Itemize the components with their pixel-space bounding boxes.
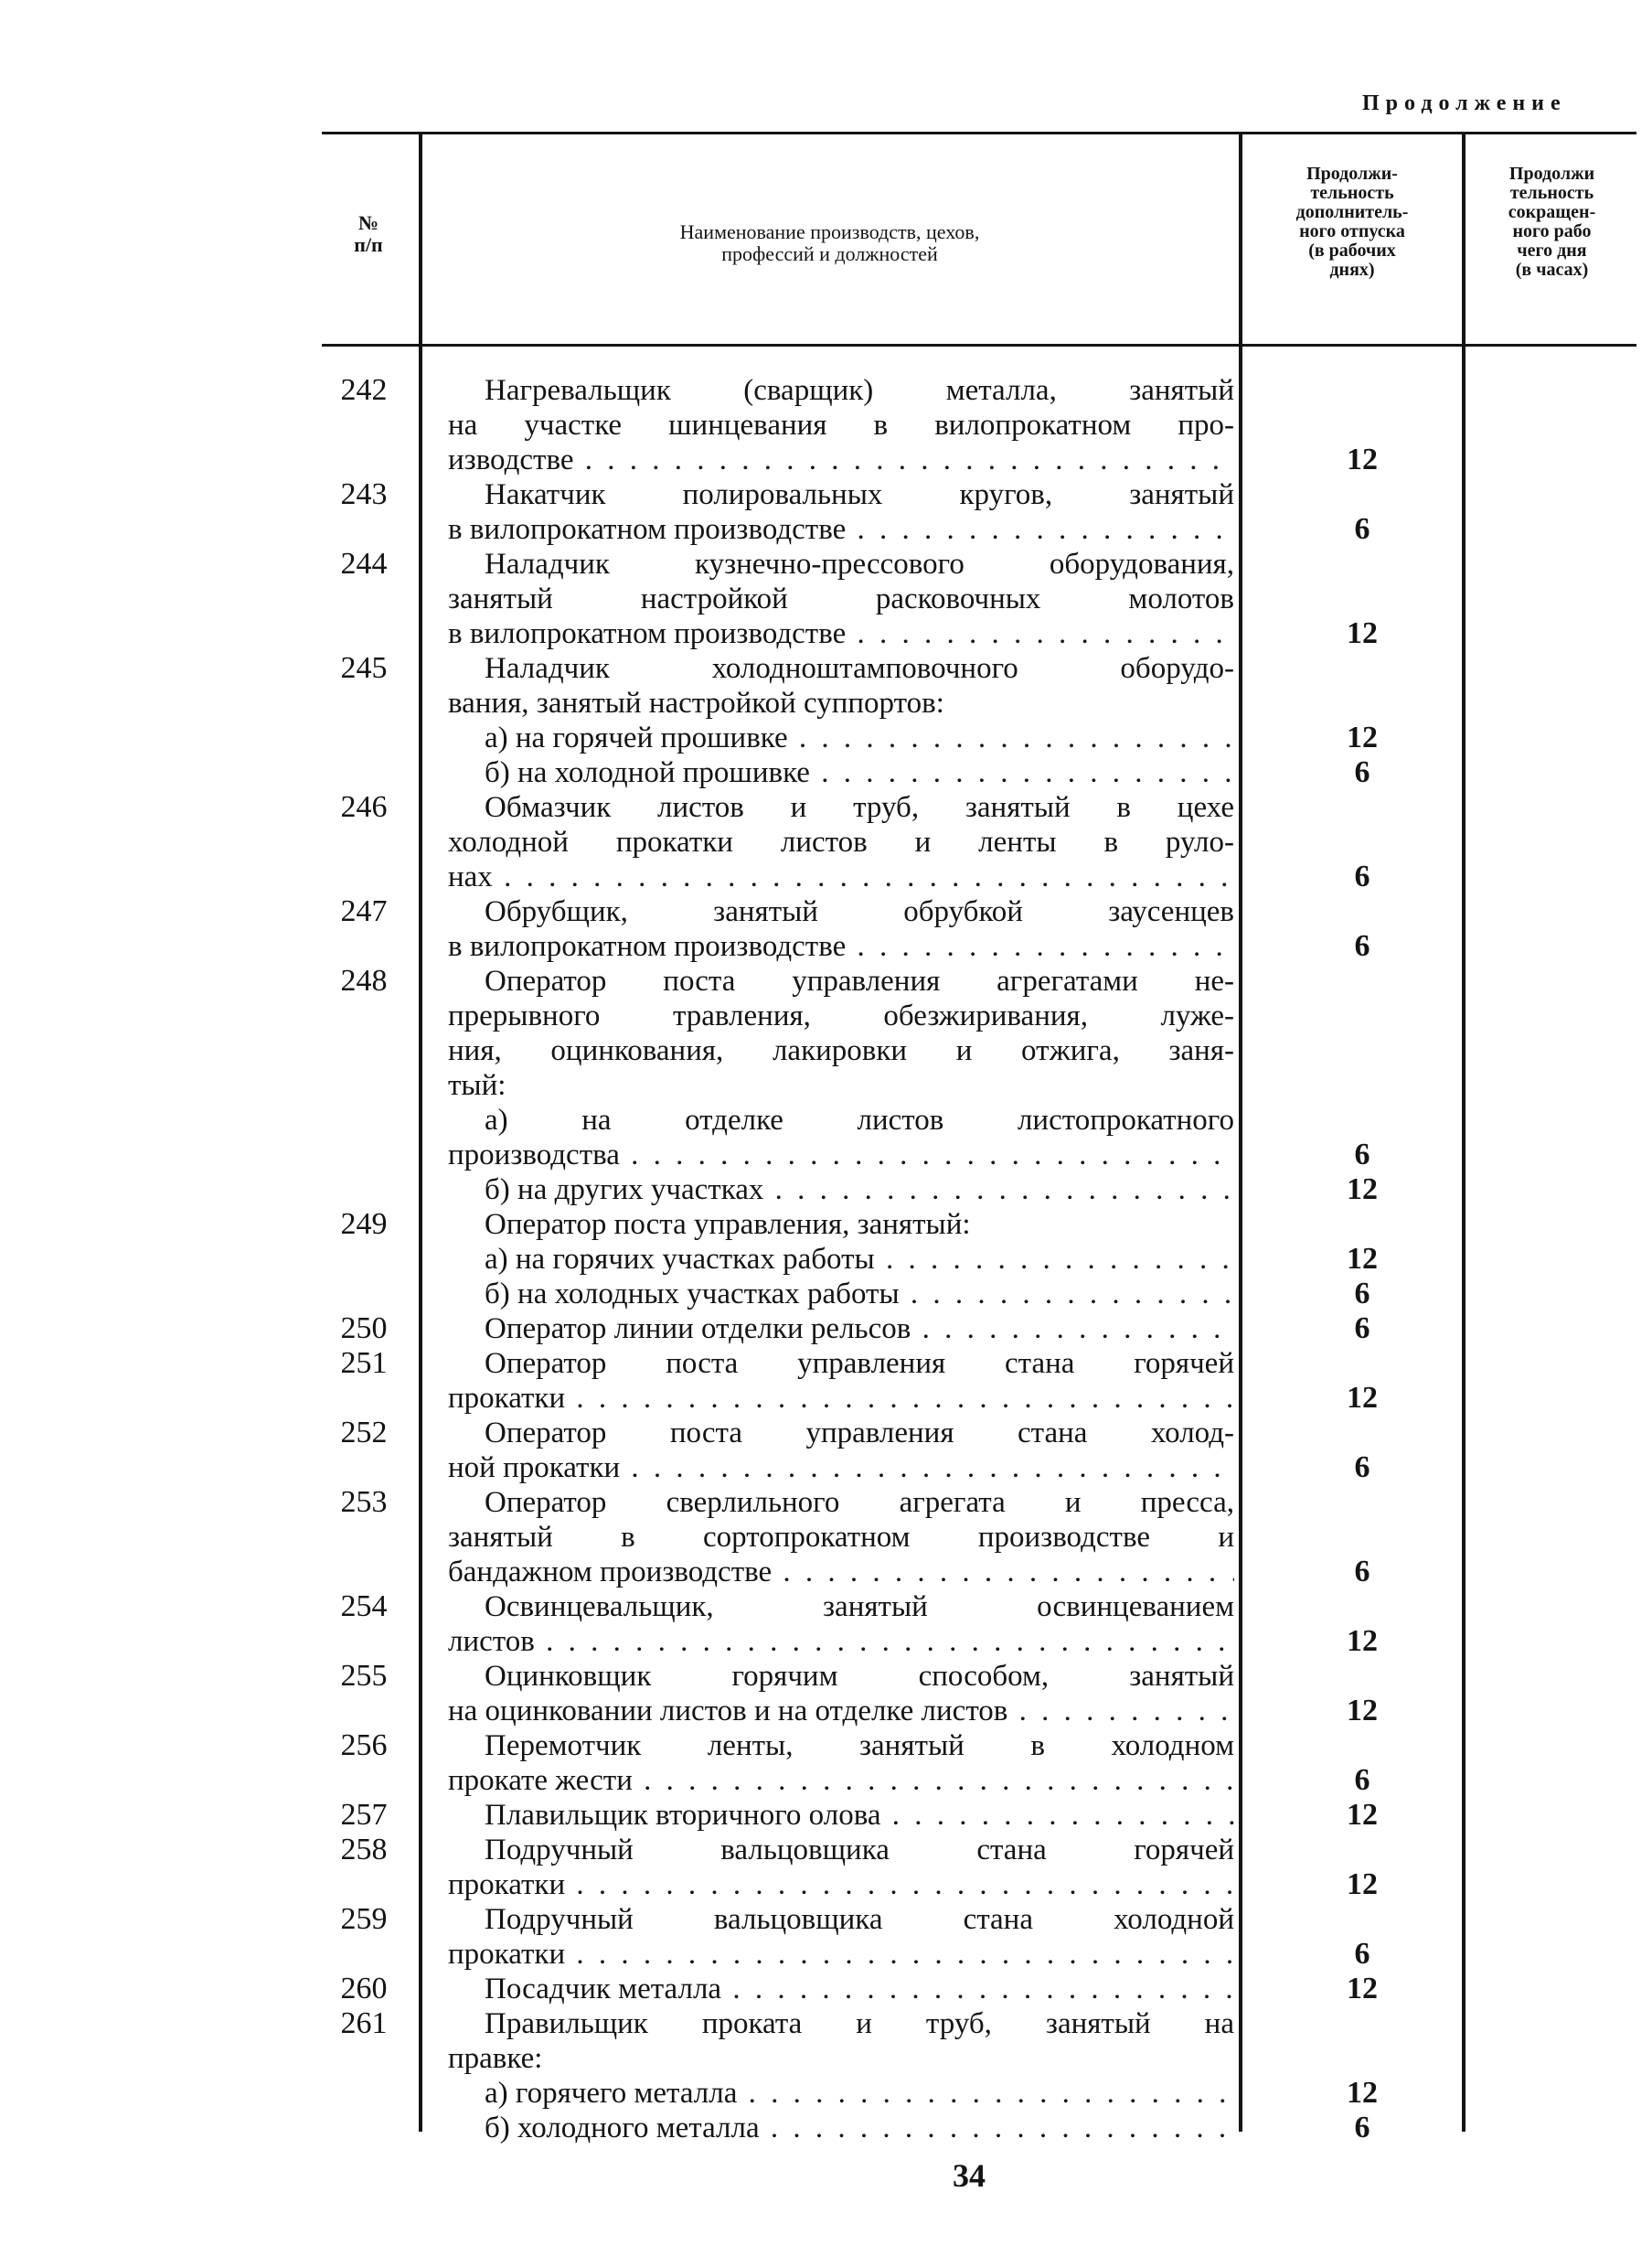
additional-vacation-days: 12 xyxy=(1347,443,1378,476)
row-text-line: Правильщик проката и труб, занятый на xyxy=(485,2007,1234,2040)
row-text-line: прокатки . . . xyxy=(448,1937,1234,1972)
row-text-line: Подручный вальцовщика стана холодной xyxy=(485,1903,1234,1936)
row-text-line: изводстве . . . xyxy=(448,443,1234,477)
row-text-line: Оператор поста управления стана холод- xyxy=(485,1417,1234,1449)
row-number: 251 xyxy=(340,1346,388,1380)
row-text-line: прокатки . . . xyxy=(448,1867,1234,1902)
row-number: 246 xyxy=(340,790,388,824)
row-text-line: Оператор линии отделки рельсов . . . xyxy=(448,1311,1234,1346)
row-text-line: Перемотчик ленты, занятый в холодном xyxy=(485,1729,1234,1762)
row-number: 257 xyxy=(340,1798,388,1832)
additional-vacation-days: 6 xyxy=(1354,1555,1370,1588)
row-text-line: листов . . . xyxy=(448,1624,1234,1659)
additional-vacation-days: 12 xyxy=(1347,1624,1378,1658)
row-number: 249 xyxy=(340,1207,388,1241)
row-text-line: ной прокатки . . . xyxy=(448,1450,1234,1485)
row-text-line: а) на отделке листов листопрокатного xyxy=(485,1104,1234,1137)
additional-vacation-days: 12 xyxy=(1347,1867,1378,1901)
row-text-line: Оператор поста управления, занятый: xyxy=(485,1208,971,1241)
row-text-line: на оцинковании листов и на отделке листов . . . xyxy=(448,1694,1234,1728)
row-text-line: холодной прокатки листов и ленты в руло- xyxy=(448,826,1234,859)
header-name: Наименование производств, цехов, профессий и должностей xyxy=(679,220,980,265)
additional-vacation-days: 12 xyxy=(1347,2076,1378,2110)
row-text-line: а) на горячей прошивке . . . xyxy=(448,721,1234,755)
additional-vacation-days: 12 xyxy=(1347,721,1378,754)
row-text-line: бандажном производстве . . . xyxy=(448,1555,1234,1589)
row-text-line: а) горячего металла . . . xyxy=(448,2076,1234,2111)
row-text-line: Освинцевальщик, занятый освинцеванием xyxy=(485,1590,1234,1623)
additional-vacation-days: 12 xyxy=(1347,1381,1378,1415)
row-text-line: Оператор сверлильного агрегата и пресса, xyxy=(485,1486,1234,1519)
row-number: 243 xyxy=(340,477,388,511)
additional-vacation-days: 12 xyxy=(1347,616,1378,650)
row-text-line: вания, занятый настройкой суппортов: xyxy=(448,687,944,720)
additional-vacation-days: 6 xyxy=(1354,2111,1370,2144)
row-text-line: занятый настройкой расковочных молотов xyxy=(448,583,1234,615)
row-number: 261 xyxy=(340,2006,388,2040)
row-text-line: Оцинковщик горячим способом, занятый xyxy=(485,1660,1234,1693)
row-number: 245 xyxy=(340,651,388,685)
column-divider-2 xyxy=(1239,134,1242,2132)
additional-vacation-days: 6 xyxy=(1354,929,1370,963)
header-bottom-rule xyxy=(322,344,1636,347)
row-text-line: Посадчик металла . . . xyxy=(448,1972,1234,2006)
additional-vacation-days: 6 xyxy=(1354,860,1370,893)
row-number: 258 xyxy=(340,1833,388,1866)
additional-vacation-days: 12 xyxy=(1347,1242,1378,1276)
row-text-line: правке: xyxy=(448,2042,543,2075)
row-text-line: прокате жести . . . xyxy=(448,1763,1234,1798)
row-number: 248 xyxy=(340,964,388,998)
table-top-rule xyxy=(322,132,1636,134)
column-divider-3 xyxy=(1462,134,1465,2132)
additional-vacation-days: 6 xyxy=(1354,755,1370,789)
continuation-label: Продолжение xyxy=(1362,91,1567,115)
row-number: 259 xyxy=(340,1902,388,1936)
row-text-line: б) холодного металла . . . xyxy=(448,2111,1234,2145)
row-text-line: Оператор поста управления стана горячей xyxy=(485,1347,1234,1380)
row-text-line: Плавильщик вторичного олова . . . xyxy=(448,1798,1234,1833)
row-number: 250 xyxy=(340,1311,388,1345)
page-number: 34 xyxy=(953,2157,986,2194)
row-number: 247 xyxy=(340,894,388,928)
row-number: 255 xyxy=(340,1659,388,1693)
row-number: 254 xyxy=(340,1589,388,1623)
additional-vacation-days: 12 xyxy=(1347,1694,1378,1727)
header-short-workday: Продолжи тельность сокращен- ного рабо чего дня (в часах) xyxy=(1508,164,1596,280)
additional-vacation-days: 6 xyxy=(1354,1763,1370,1797)
row-number: 252 xyxy=(340,1416,388,1449)
row-text-line: в вилопрокатном производстве . . . xyxy=(448,616,1234,651)
row-text-line: Наладчик кузнечно-прессового оборудования, xyxy=(485,548,1234,581)
row-number: 256 xyxy=(340,1728,388,1762)
row-text-line: на участке шинцевания в вилопрокатном про- xyxy=(448,409,1234,442)
row-number: 260 xyxy=(340,1972,388,2005)
additional-vacation-days: 6 xyxy=(1354,1450,1370,1484)
additional-vacation-days: 6 xyxy=(1354,1937,1370,1971)
row-text-line: прерывного травления, обезжиривания, луже- xyxy=(448,1000,1234,1032)
row-text-line: а) на горячих участках работы . . . xyxy=(448,1242,1234,1277)
row-text-line: Подручный вальцовщика стана горячей xyxy=(485,1834,1234,1866)
row-text-line: Накатчик полировальных кругов, занятый xyxy=(485,478,1234,511)
additional-vacation-days: 6 xyxy=(1354,1277,1370,1310)
row-text-line: нах . . . xyxy=(448,860,1234,894)
row-number: 242 xyxy=(340,373,388,407)
row-text-line: в вилопрокатном производстве . . . xyxy=(448,512,1234,547)
row-text-line: б) на других участках . . . xyxy=(448,1172,1234,1207)
row-text-line: занятый в сортопрокатном производстве и xyxy=(448,1521,1234,1554)
additional-vacation-days: 6 xyxy=(1354,512,1370,546)
additional-vacation-days: 12 xyxy=(1347,1798,1378,1832)
row-text-line: Обрубщик, занятый обрубкой заусенцев xyxy=(485,895,1234,928)
row-number: 253 xyxy=(340,1485,388,1519)
row-text-line: Обмазчик листов и труб, занятый в цехе xyxy=(485,791,1234,824)
additional-vacation-days: 12 xyxy=(1347,1172,1378,1206)
row-text-line: б) на холодных участках работы . . . xyxy=(448,1277,1234,1311)
row-number: 244 xyxy=(340,547,388,581)
additional-vacation-days: 12 xyxy=(1347,1972,1378,2005)
header-no: № п/п xyxy=(354,211,383,256)
additional-vacation-days: 6 xyxy=(1354,1138,1370,1171)
row-text-line: б) на холодной прошивке . . . xyxy=(448,755,1234,790)
row-text-line: производства . . . xyxy=(448,1138,1234,1172)
row-text-line: Наладчик холодноштамповочного оборудо- xyxy=(485,652,1234,685)
row-text-line: прокатки . . . xyxy=(448,1381,1234,1416)
additional-vacation-days: 6 xyxy=(1354,1311,1370,1345)
row-text-line: Оператор поста управления агрегатами не- xyxy=(485,965,1234,998)
column-divider-1 xyxy=(419,134,422,2132)
row-text-line: в вилопрокатном производстве . . . xyxy=(448,929,1234,964)
header-vacation-days: Продолжи- тельность дополнитель- ного отпуска (в рабочих днях) xyxy=(1295,164,1409,280)
row-text-line: тый: xyxy=(448,1069,506,1102)
row-text-line: Нагревальщик (сварщик) металла, занятый xyxy=(485,374,1234,407)
row-text-line: ния, оцинкования, лакировки и отжига, заня- xyxy=(448,1034,1234,1067)
